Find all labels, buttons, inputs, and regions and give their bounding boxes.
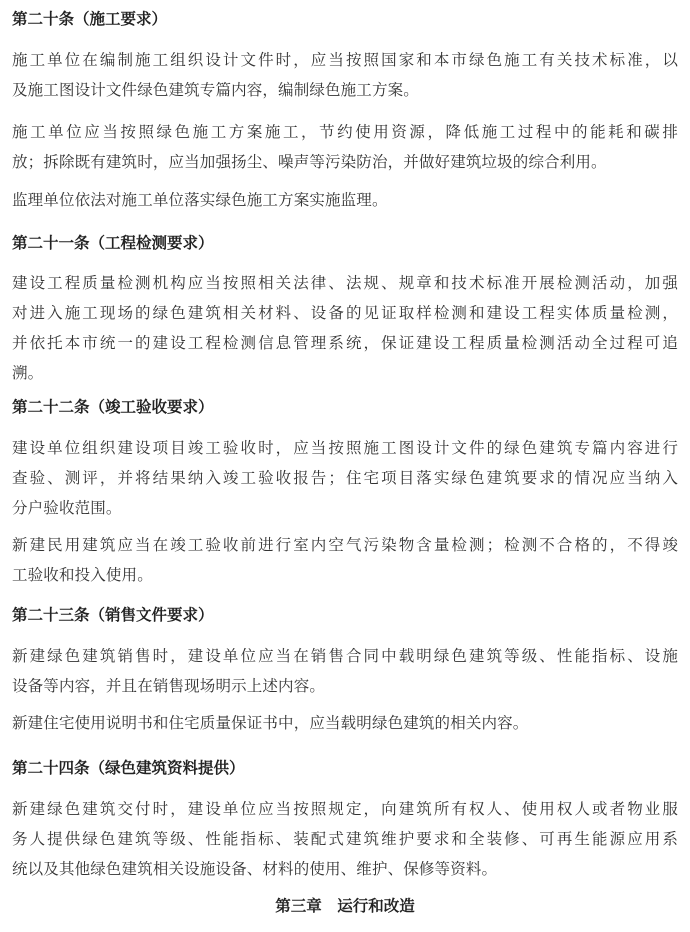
text-line: 施工单位应当按照绿色施工方案施工，节约使用资源，降低施工过程中的能耗和碳排 — [12, 123, 678, 141]
text-line: 工验收和投入使用。 — [12, 566, 153, 584]
chapter-3 — [0, 895, 690, 917]
text-line: 建设工程质量检测机构应当按照相关法律、法规、规章和技术标准开展检测活动，加强 — [12, 274, 678, 292]
text-line: 及施工图设计文件绿色建筑专篇内容，编制绿色施工方案。 — [12, 81, 419, 99]
article-20-para-2 — [12, 117, 678, 177]
text-line: 并依托本市统一的建设工程检测信息管理系统，保证建设工程质量检测活动全过程可追 — [12, 334, 678, 352]
text-line: 新建住宅使用说明书和住宅质量保证书中，应当载明绿色建筑的相关内容。 — [12, 714, 529, 732]
article-heading: 第二十三条（销售文件要求） — [12, 606, 214, 624]
article-22-para-2 — [12, 530, 678, 590]
article-24 — [12, 757, 678, 779]
text-line: 施工单位在编制施工组织设计文件时，应当按照国家和本市绿色施工有关技术标准，以 — [12, 51, 678, 69]
article-21 — [12, 232, 678, 254]
article-heading: 第二十条（施工要求） — [12, 10, 168, 28]
article-heading: 第二十二条（竣工验收要求） — [12, 398, 214, 416]
article-22-para-1 — [12, 433, 678, 523]
text-line: 新建绿色建筑交付时，建设单位应当按照规定，向建筑所有权人、使用权人或者物业服 — [12, 800, 678, 818]
text-line: 新建民用建筑应当在竣工验收前进行室内空气污染物含量检测；检测不合格的，不得竣 — [12, 536, 678, 554]
article-20-para-3 — [12, 185, 678, 215]
article-22 — [12, 396, 678, 418]
text-line: 放；拆除既有建筑时，应当加强扬尘、噪声等污染防治，并做好建筑垃圾的综合利用。 — [12, 153, 607, 171]
article-21-para-1 — [12, 268, 678, 388]
text-line: 监理单位依法对施工单位落实绿色施工方案实施监理。 — [12, 191, 388, 209]
article-heading: 第二十一条（工程检测要求） — [12, 234, 214, 252]
article-24-para-1 — [12, 794, 678, 884]
text-line: 分户验收范围。 — [12, 499, 122, 517]
text-line: 对进入施工现场的绿色建筑相关材料、设备的见证取样检测和建设工程实体质量检测， — [12, 304, 678, 322]
text-line: 新建绿色建筑销售时，建设单位应当在销售合同中载明绿色建筑等级、性能指标、设施 — [12, 647, 678, 665]
chapter-title: 第三章 运行和改造 — [275, 897, 415, 915]
article-23-para-2 — [12, 708, 678, 738]
text-line: 溯。 — [12, 364, 44, 382]
text-line: 务人提供绿色建筑等级、性能指标、装配式建筑维护要求和全装修、可再生能源应用系 — [12, 830, 678, 848]
text-line: 查验、测评，并将结果纳入竣工验收报告；住宅项目落实绿色建筑要求的情况应当纳入 — [12, 469, 678, 487]
text-line: 建设单位组织建设项目竣工验收时，应当按照施工图设计文件的绿色建筑专篇内容进行 — [12, 439, 678, 457]
text-line: 统以及其他绿色建筑相关设施设备、材料的使用、维护、保修等资料。 — [12, 860, 498, 878]
article-23-para-1 — [12, 641, 678, 701]
article-20 — [12, 8, 678, 30]
article-23 — [12, 604, 678, 626]
article-20-para-1 — [12, 45, 678, 105]
article-heading: 第二十四条（绿色建筑资料提供） — [12, 759, 245, 777]
text-line: 设备等内容，并且在销售现场明示上述内容。 — [12, 677, 326, 695]
